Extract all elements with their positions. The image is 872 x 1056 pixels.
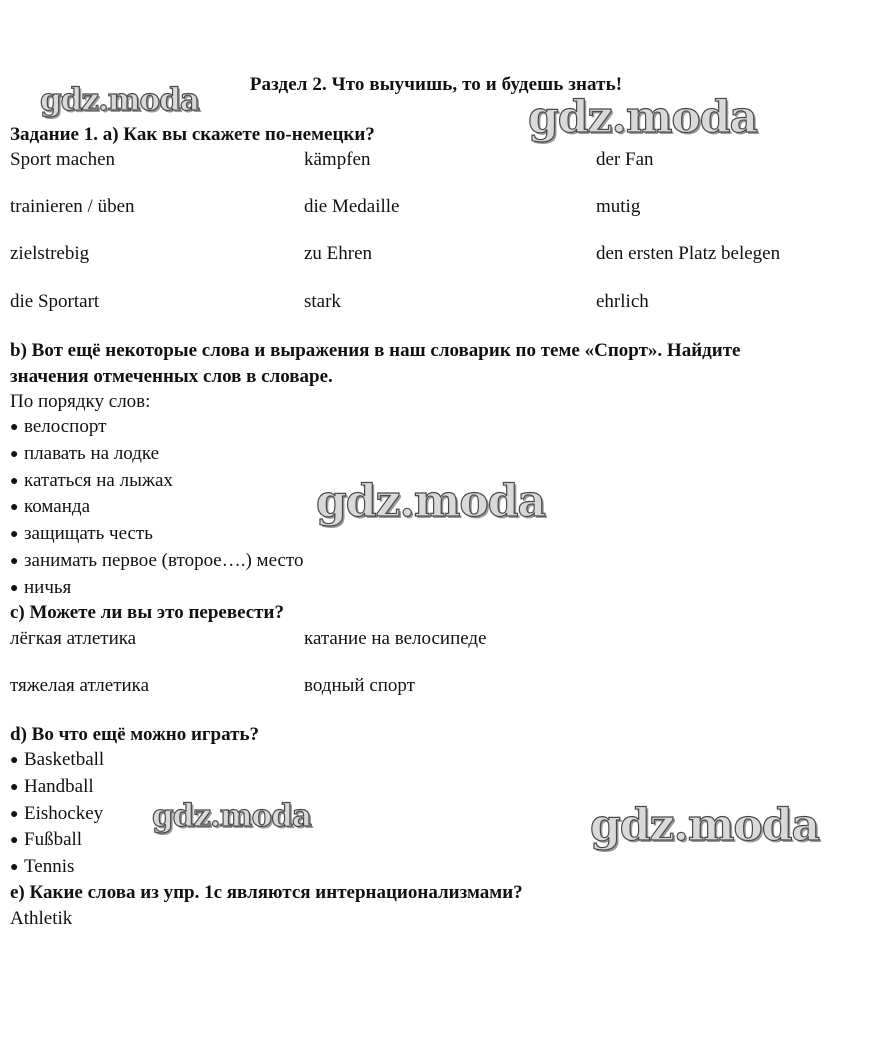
bullet-icon: ● [10,420,19,435]
task-d-list [10,747,104,881]
bullet-icon: ● [10,806,19,822]
task-b-heading-line1: b) Вот ещё некоторые слова и выражения в наш словарик по теме «Спорт». Найдите [10,340,741,361]
list-item [10,854,104,881]
watermark-logo: gdz.moda [528,92,758,143]
list-item [10,827,104,854]
watermark-logo: gdz.moda [316,476,546,527]
bullet-icon: ● [10,860,19,876]
list-item [10,494,303,521]
list-item-text: команда [24,496,90,518]
watermark-logo: gdz.moda [40,82,199,118]
list-item [10,575,303,602]
bullet-icon: ● [10,527,19,543]
vocab-cell: die Medaille [304,196,400,217]
list-item-text: Basketball [24,749,105,770]
vocab-cell: катание на велосипеде [304,628,487,649]
watermark-logo: gdz.moda [152,798,311,834]
list-item-text: Fußball [24,829,83,851]
list-item-text: кататься на лыжах [24,469,173,491]
list-item-text: велоспорт [24,416,107,437]
vocab-cell: тяжелая атлетика [10,675,150,696]
task-b-heading-line2: значения отмеченных слов в словаре. [10,366,333,387]
task-e-answer: Athletik [10,908,73,929]
list-item-text: занимать первое (второе….) место [24,549,304,571]
task-a-heading: Задание 1. а) Как вы скажете по-немецки? [10,124,375,145]
list-item [10,548,303,575]
task-a-row [10,149,870,175]
list-item-text: Eishockey [24,802,104,824]
list-item [10,468,303,495]
vocab-cell: die Sportart [10,291,100,312]
bullet-icon: ● [10,580,19,596]
list-item-text: плавать на лодке [24,442,160,464]
list-item-text: Tennis [24,856,75,878]
list-item [10,747,104,774]
page-title: Раздел 2. Что выучишь, то и будешь знать! [249,74,623,95]
task-e-heading: е) Какие слова из упр. 1с являются интернационализмами? [10,882,523,903]
vocab-cell: ehrlich [596,291,649,312]
vocab-cell: Sport machen [10,149,116,170]
bullet-icon: ● [10,753,19,768]
task-c-row [10,675,870,701]
vocab-cell: zielstrebig [10,243,90,264]
list-item [10,774,104,801]
bullet-icon: ● [10,833,19,849]
list-item-text: Handball [24,775,94,797]
list-item [10,414,303,441]
list-item [10,521,303,548]
vocab-cell: den ersten Platz belegen [596,243,781,264]
bullet-icon: ● [10,446,19,462]
vocab-cell: der Fan [596,149,654,170]
list-item [10,441,303,468]
task-a-row [10,291,870,317]
task-c-heading: с) Можете ли вы это перевести? [10,602,284,623]
list-item-text: ничья [24,576,72,598]
task-a-row [10,243,870,269]
bullet-icon: ● [10,500,19,516]
vocab-cell: водный спорт [304,675,415,696]
vocab-cell: stark [304,291,341,312]
vocab-cell: mutig [596,196,641,217]
vocab-cell: zu Ehren [304,243,373,264]
list-item-text: защищать честь [24,523,153,545]
list-item [10,801,104,828]
task-b-list [10,414,303,602]
task-c-row [10,628,870,654]
vocab-cell: лёгкая атлетика [10,628,137,649]
bullet-icon: ● [10,553,19,569]
vocab-cell: trainieren / üben [10,196,135,217]
task-a-row [10,196,870,222]
task-d-heading: d) Во что ещё можно играть? [10,724,259,745]
watermark-logo: gdz.moda [590,800,820,851]
vocab-cell: kämpfen [304,149,371,170]
bullet-icon: ● [10,473,19,489]
task-b-intro: По порядку слов: [10,391,151,412]
bullet-icon: ● [10,779,19,795]
